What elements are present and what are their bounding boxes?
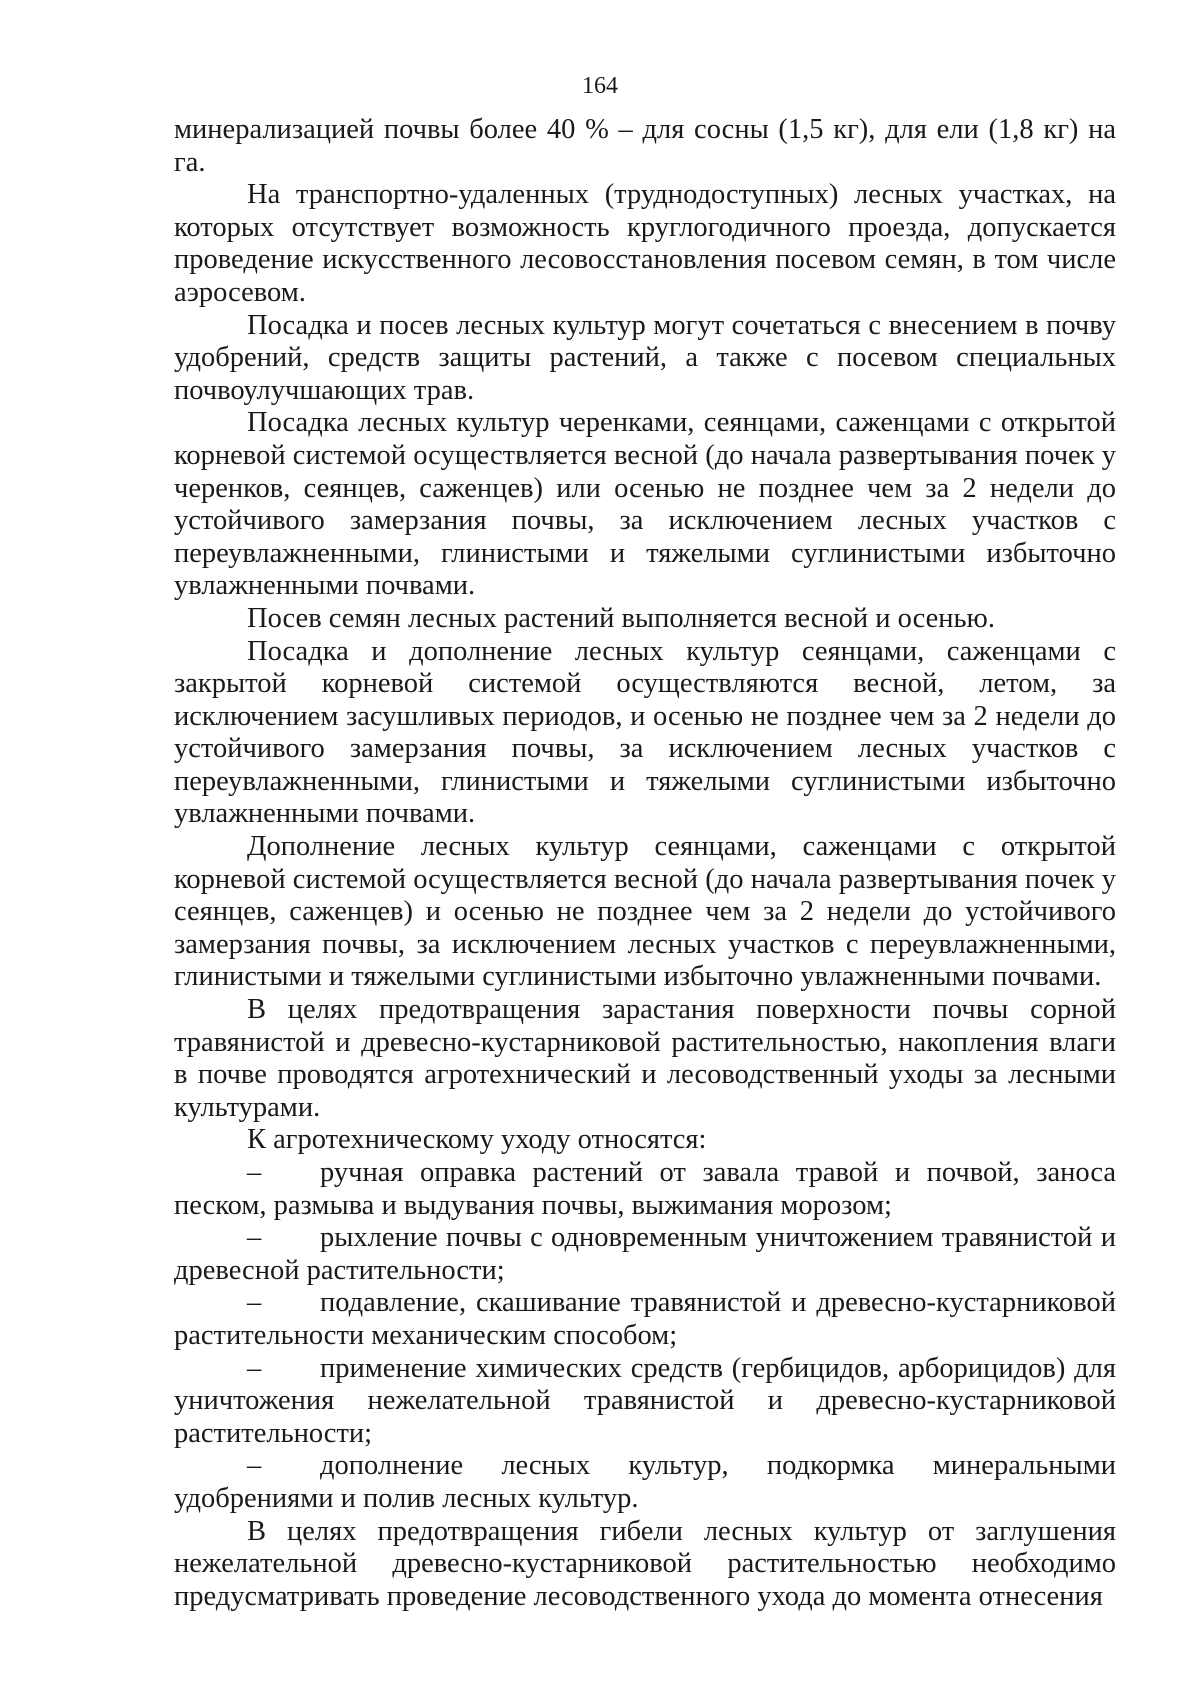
paragraph-closed-roots-planting: Посадка и дополнение лесных культур сеянцами, саженцами с закрытой корневой системой осуществляются весной, летом, за исключением засушливых периодов, и осенью не позднее чем за 2 недели до устойчивого замерзания почвы, за исключением лесных участков с переувлажненными, глинистыми и тяжелыми суглинистыми избыточно увлажненными почвами. xyxy=(174,635,1116,830)
paragraph-open-roots-planting: Посадка лесных культур черенками, сеянцами, саженцами с открытой корневой системой осуществляется весной (до начала развертывания почек у черенков, сеянцев, саженцев) или осенью не позднее чем за 2 недели до устойчивого замерзания почвы, за исключением лесных участков с переувлажненными, глинистыми и тяжелыми суглинистыми избыточно увлажненными почвами. xyxy=(174,407,1116,602)
list-item xyxy=(174,1353,1116,1451)
paragraph-agrotech-intro: К агротехническому уходу относятся: xyxy=(247,1124,707,1156)
list-dash: – xyxy=(247,1222,262,1254)
list-item xyxy=(174,1287,1116,1352)
list-dash: – xyxy=(247,1352,262,1384)
list-item-text: дополнение лесных культур, подкормка минеральными удобрениями и полив лесных культур. xyxy=(174,1450,1116,1514)
paragraph-continuation: минерализацией почвы более 40 % – для сосны (1,5 кг), для ели (1,8 кг) на га. xyxy=(174,114,1116,178)
paragraph-silvicultural-care: В целях предотвращения гибели лесных культур от заглушения нежелательной древесно-кустарниковой растительностью необходимо предусматривать проведение лесоводственного ухода до момента отнесения xyxy=(174,1515,1116,1612)
body-text xyxy=(174,114,1116,1613)
paragraph-fertilizers: Посадка и посев лесных культур могут сочетаться с внесением в почву удобрений, средств защиты растений, а также с посевом специальных почвоулучшающих трав. xyxy=(174,309,1116,406)
list-dash: – xyxy=(247,1287,262,1319)
list-item-text: ручная оправка растений от завала травой и почвой, заноса песком, размыва и выдувания почвы, выжимания морозом; xyxy=(174,1157,1116,1221)
page-number: 164 xyxy=(582,73,618,99)
list-item-text: подавление, скашивание травянистой и древесно-кустарниковой растительности механическим способом; xyxy=(174,1287,1116,1351)
paragraph-remote-areas: На транспортно-удаленных (труднодоступных) лесных участках, на которых отсутствует возможность круглогодичного проезда, допускается проведение искусственного лесовосстановления посевом семян, в том числе аэросевом. xyxy=(174,179,1116,308)
list-dash: – xyxy=(247,1450,262,1482)
list-item-text: рыхление почвы с одновременным уничтожением травянистой и древесной растительности; xyxy=(174,1222,1116,1286)
list-item xyxy=(174,1222,1116,1287)
paragraph-open-roots-supplement: Дополнение лесных культур сеянцами, саженцами с открытой корневой системой осуществляется весной (до начала развертывания почек у сеянцев, саженцев) и осенью не позднее чем за 2 недели до устойчивого замерзания почвы, за исключением лесных участков с переувлажненными, глинистыми и тяжелыми суглинистыми избыточно увлажненными почвами. xyxy=(174,831,1116,993)
list-item-text: применение химических средств (гербицидов, арборицидов) для уничтожения нежелательной травянистой и древесно-кустарниковой растительности; xyxy=(174,1352,1116,1449)
list-item xyxy=(174,1450,1116,1515)
list-item xyxy=(174,1157,1116,1222)
list-dash: – xyxy=(247,1157,262,1188)
paragraph-seeding-season: Посев семян лесных растений выполняется весной и осенью. xyxy=(247,602,995,634)
paragraph-care-purpose: В целях предотвращения зарастания поверхности почвы сорной травянистой и древесно-кустарниковой растительностью, накопления влаги в почве проводятся агротехнический и лесоводственный уходы за лесными культурами. xyxy=(174,994,1116,1123)
